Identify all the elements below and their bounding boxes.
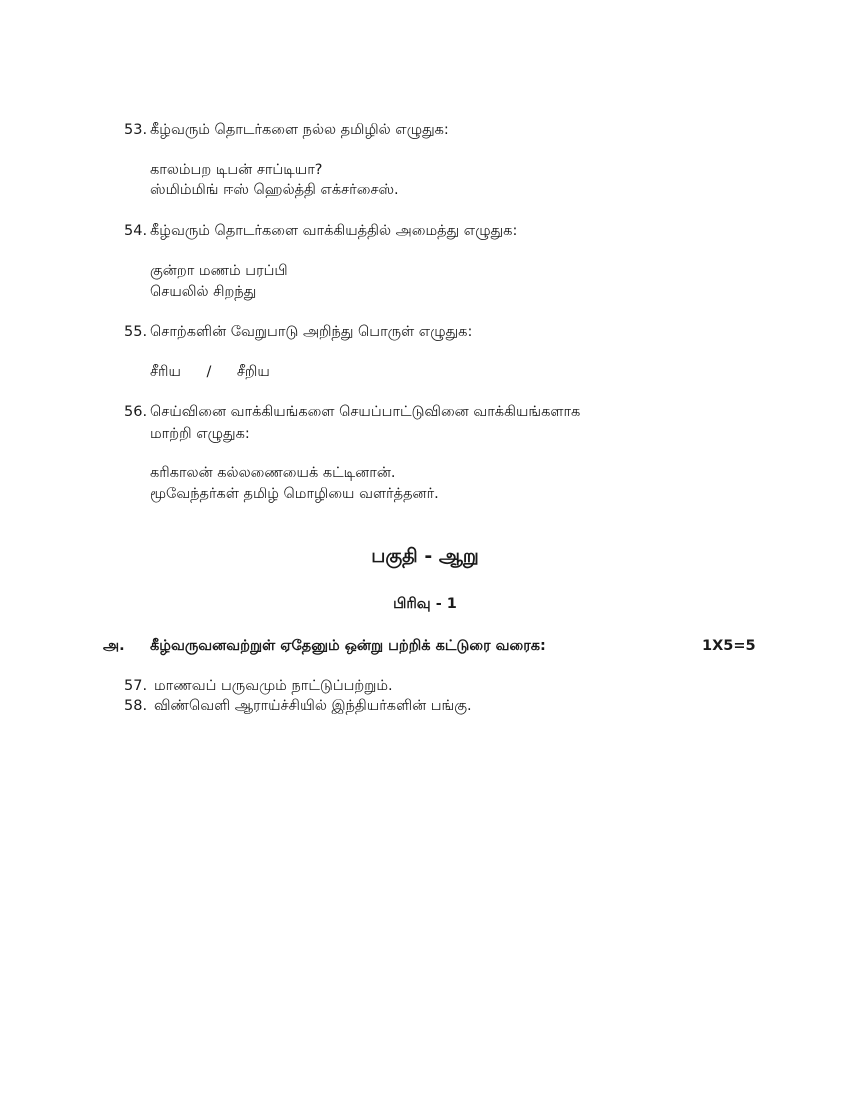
word-separator: /: [206, 364, 212, 380]
question-55: [124, 322, 472, 342]
question-number: 54.: [124, 223, 148, 239]
topic-number: 58.: [124, 698, 148, 714]
question-prompt: சொற்களின் வேறுபாடு அறிந்து பொருள் எழுதுக:: [150, 324, 473, 340]
question-56-item-2: மூவேந்தர்கள் தமிழ் மொழியை வளர்த்தனர்.: [150, 486, 439, 502]
question-prompt: கீழ்வரும் தொடர்களை நல்ல தமிழில் எழுதுக:: [150, 122, 449, 138]
question-55-words: [150, 362, 270, 382]
question-53: [124, 120, 449, 140]
question-56-prompt-cont: மாற்றி எழுதுக:: [150, 426, 250, 442]
question-number: 53.: [124, 122, 148, 138]
topic-text: விண்வெளி ஆராய்ச்சியில் இந்தியர்களின் பங்கு.: [154, 698, 472, 714]
section-subtitle: பிரிவு - 1: [393, 596, 457, 612]
topic-number: 57.: [124, 678, 148, 694]
list-item: [124, 676, 393, 696]
question-56: [124, 402, 580, 422]
question-54-item-2: செயலில் சிறந்து: [150, 284, 257, 300]
list-item: [124, 696, 472, 716]
topic-text: மாணவப் பருவமும் நாட்டுப்பற்றும்.: [154, 678, 393, 694]
question-number: 56.: [124, 404, 148, 420]
section-title: பகுதி - ஆறு: [371, 545, 479, 567]
question-53-item-2: ஸ்மிம்மிங் ஈஸ் ஹெல்த்தி எக்சர்சைஸ்.: [150, 182, 399, 198]
question-53-item-1: காலம்பற டிபன் சாப்டியா?: [150, 162, 323, 178]
question-prompt: கீழ்வரும் தொடர்களை வாக்கியத்தில் அமைத்து எழுதுக:: [150, 223, 518, 239]
question-54: [124, 221, 517, 241]
question-number: 55.: [124, 324, 148, 340]
marks: 1X5=5: [702, 638, 756, 654]
question-prompt: செய்வினை வாக்கியங்களை செயப்பாட்டுவினை வாக்கியங்களாக: [150, 404, 581, 420]
question-56-item-1: கரிகாலன் கல்லணையைக் கட்டினான்.: [150, 465, 396, 481]
question-54-item-1: குன்றா மணம் பரப்பி: [150, 263, 288, 279]
section-instruction: கீழ்வருவனவற்றுள் ஏதேனும் ஒன்று பற்றிக் கட்டுரை வரைக:: [150, 638, 546, 654]
section-label: அ.: [103, 638, 125, 654]
word-1: சீரிய: [150, 364, 181, 380]
word-2: சீறிய: [236, 364, 270, 380]
